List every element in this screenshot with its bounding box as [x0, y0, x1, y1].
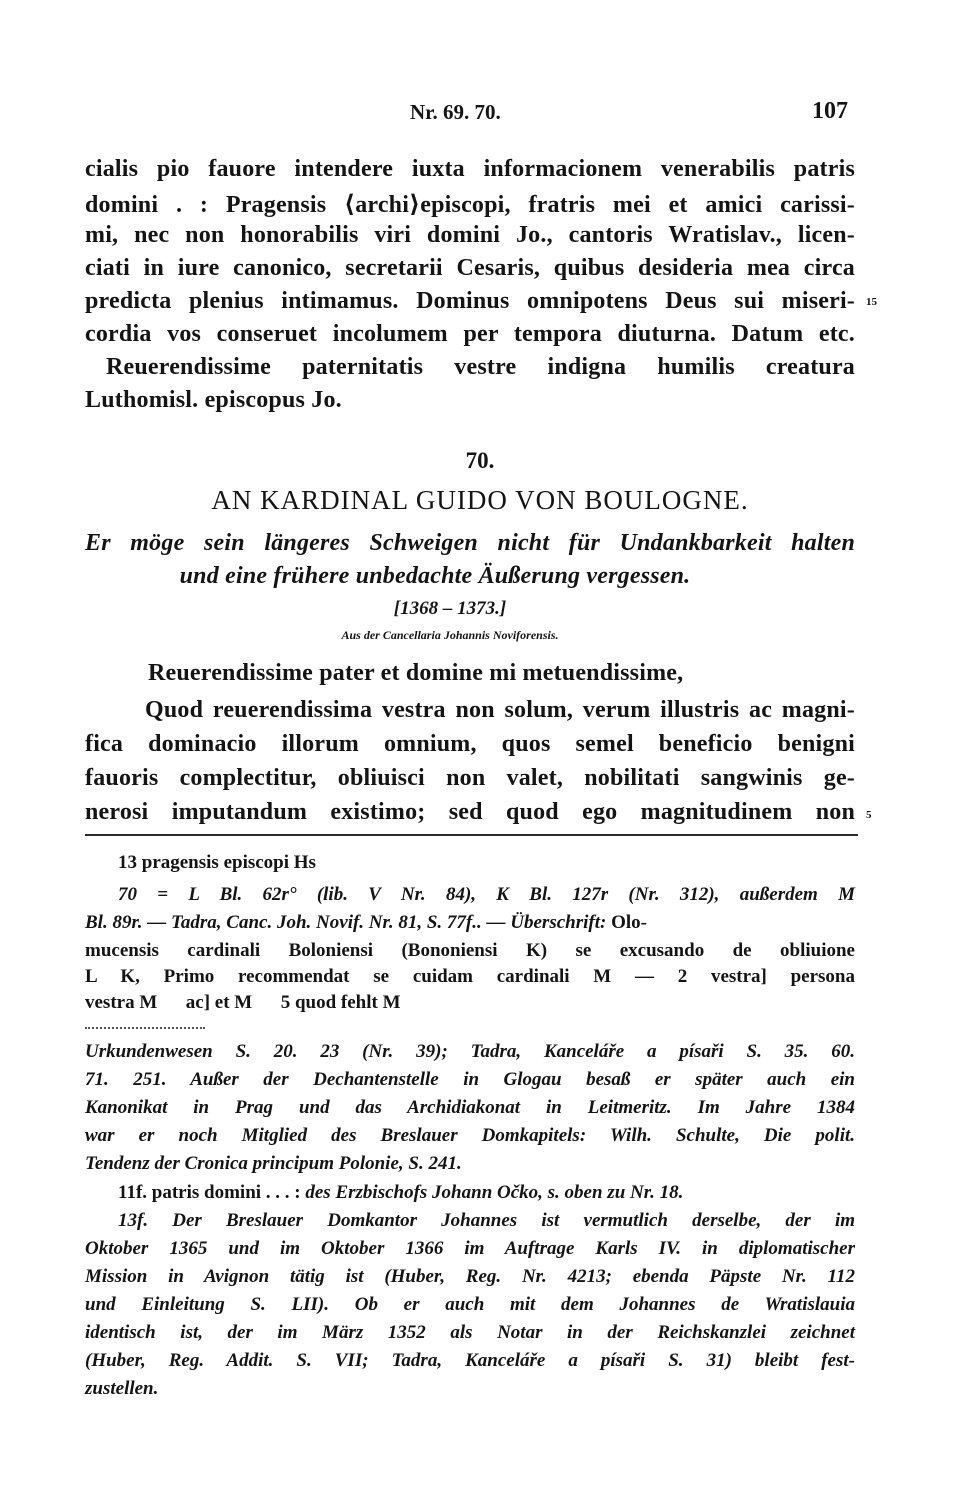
apparatus-roman: Olo-	[606, 912, 647, 933]
note-line: identisch ist, der im März 1352 als Notar in der Reichskanzlei zeichnet	[85, 1322, 855, 1343]
text-line: cordia vos conseruet incolumem per tempora diuturna. Datum etc.	[85, 321, 855, 347]
salutation: Reuerendissime pater et domine mi metuendissime,	[148, 660, 684, 686]
regest-line: Er möge sein längeres Schweigen nicht für Undankbarkeit halten	[85, 530, 855, 556]
note-line: Mission in Avignon tätig ist (Huber, Reg. Nr. 4213; ebenda Päpste Nr. 112	[85, 1266, 855, 1287]
apparatus-line: 13 pragensis episcopi Hs	[118, 852, 316, 873]
note-line: Kanonikat in Prag und das Archidiakonat in Leitmeritz. Im Jahre 1384	[85, 1097, 855, 1118]
note-line: 13f. Der Breslauer Domkantor Johannes ist vermutlich derselbe, der im	[118, 1210, 855, 1231]
note-line: Oktober 1365 und im Oktober 1366 im Auftrage Karls IV. in diplomatischer	[85, 1238, 855, 1259]
note-line: und Einleitung S. LII). Ob er auch mit dem Johannes de Wratislauia	[85, 1294, 855, 1315]
text-line: fica dominacio illorum omnium, quos semel beneficio benigni	[85, 731, 855, 757]
apparatus-line: mucensis cardinali Boloniensi (Bononiensi K) se excusando de obliuione	[85, 940, 855, 961]
text-line: fauoris complectitur, obliuisci non valet, nobilitati sangwinis ge-	[85, 765, 855, 791]
source-note: Aus der Cancellaria Johannis Noviforensis.	[341, 628, 559, 642]
text-line: Luthomisl. episcopus Jo.	[85, 387, 342, 413]
apparatus-line: vestra M ac] et M 5 quod fehlt M	[85, 992, 401, 1013]
note-line: Urkundenwesen S. 20. 23 (Nr. 39); Tadra, Kanceláře a písaři S. 35. 60.	[85, 1041, 855, 1062]
document-number: 70.	[465, 448, 495, 473]
text-line: Reuerendissime paternitatis vestre indigna humilis creatura	[106, 354, 855, 380]
text-line: mi, nec non honorabilis viri domini Jo., cantoris Wratislav., licen-	[85, 222, 855, 248]
note-lemma: 11f. patris domini . . . :	[118, 1182, 301, 1203]
apparatus-italic: Bl. 89r. — Tadra, Canc. Joh. Novif. Nr. 81, S. 77f.. — Überschrift:	[85, 912, 607, 933]
notes-divider	[85, 1027, 205, 1029]
note-line: (Huber, Reg. Addit. S. VII; Tadra, Kanceláře a písaři S. 31) bleibt fest-	[85, 1350, 855, 1371]
note-line: 71. 251. Außer der Dechantenstelle in Glogau besaß er später auch ein	[85, 1069, 855, 1090]
text-line: predicta plenius intimamus. Dominus omnipotens Deus sui miseri-	[85, 288, 855, 314]
text-line: Quod reuerendissima vestra non solum, verum illustris ac magni-	[145, 697, 855, 723]
note-line: war er noch Mitglied des Breslauer Domkapitels: Wilh. Schulte, Die polit.	[85, 1125, 855, 1146]
note-line	[118, 1182, 888, 1204]
margin-line-number: 5	[866, 809, 872, 821]
note-text: des Erzbischofs Johann Očko, s. oben zu Nr. 18.	[300, 1182, 684, 1203]
document-date: [1368 – 1373.]	[393, 598, 507, 619]
header-number: Nr. 69. 70.	[410, 100, 501, 124]
text-line: ciati in iure canonico, secretarii Cesaris, quibus desideria mea circa	[85, 255, 855, 281]
text-line: nerosi imputandum existimo; sed quod ego magnitudinem non	[85, 799, 855, 825]
margin-line-number: 15	[866, 296, 877, 308]
apparatus-divider	[85, 834, 858, 836]
page-number: 107	[812, 98, 848, 124]
text-line: cialis pio fauore intendere iuxta informacionem venerabilis patris	[85, 156, 855, 182]
apparatus-line: L K, Primo recommendat se cuidam cardinali M — 2 vestra] persona	[85, 966, 855, 987]
apparatus-line	[85, 912, 855, 934]
regest-line: und eine frühere unbedachte Äußerung vergessen.	[179, 563, 691, 589]
note-line: zustellen.	[85, 1378, 159, 1399]
apparatus-line: 70 = L Bl. 62r° (lib. V Nr. 84), K Bl. 127r (Nr. 312), außerdem M	[118, 884, 855, 905]
document-title: AN KARDINAL GUIDO VON BOULOGNE.	[211, 485, 749, 515]
note-line: Tendenz der Cronica principum Polonie, S. 241.	[85, 1153, 462, 1174]
text-line: domini . : Pragensis ⟨archi⟩episcopi, fratris mei et amici carissi-	[85, 192, 855, 218]
